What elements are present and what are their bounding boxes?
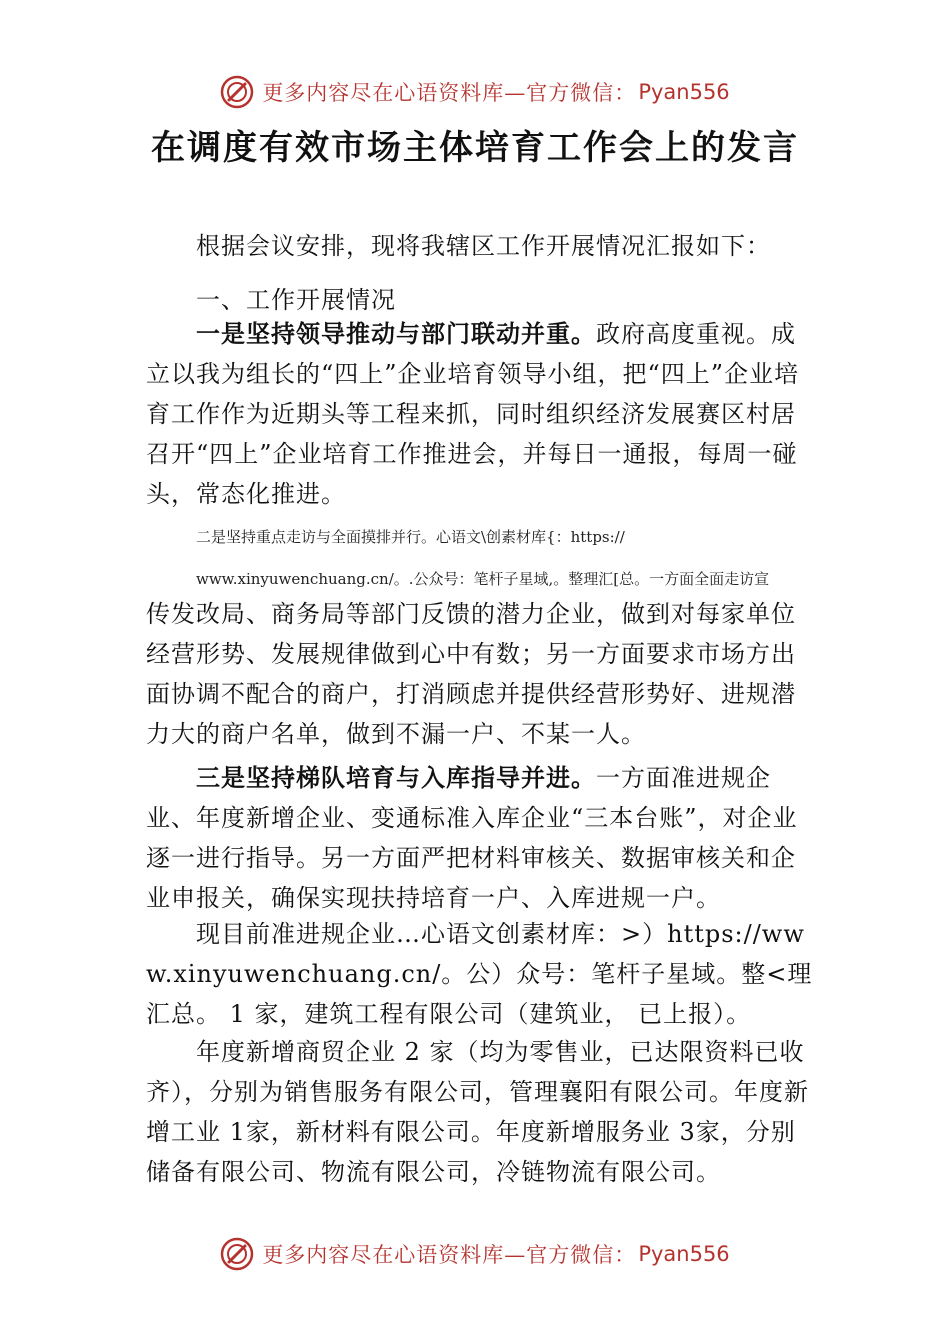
paragraph-1-text: 政府高度重视。成立以我为组长的“四上”企业培育领导小组，把“四上”企业培育工作作为近期头等工程来抓，同时组织经济发展赛区村居召开“四上”企业培育工作推进会，并每日一通报，每周一碰头，常态化推进。 bbox=[146, 320, 800, 508]
library-logo-icon bbox=[220, 1237, 254, 1271]
intro-paragraph: 根据会议安排，现将我辖区工作开展情况汇报如下： bbox=[196, 232, 771, 260]
section1-heading: 一、工作开展情况 bbox=[196, 286, 396, 314]
paragraph-1-lead: 一是坚持领导推动与部门联动并重。 bbox=[196, 320, 596, 348]
paragraph-5 bbox=[146, 1032, 814, 1192]
paragraph-3-lead: 三是坚持梯队培育与入库指导并进。 bbox=[196, 764, 596, 792]
paragraph-2-small-line-1: 二是坚持重点走访与全面摸排并行。心语文\创素材库{：https:// bbox=[196, 528, 625, 546]
paragraph-4-text: 现目前准进规企业…心语文创素材库：>）https://www.xinyuwenchuang.cn/。公）众号：笔杆子星域。整<理汇总。 1 家，建筑工程有限公司（建筑业， 已上报）。 bbox=[146, 920, 813, 1028]
watermark-text: 更多内容尽在心语资料库—官方微信： bbox=[262, 81, 637, 105]
library-logo-icon bbox=[220, 75, 254, 109]
paragraph-2-small-line-2: www.xinyuwenchuang.cn/。.公众号：笔杆子星域,。整理汇[总。一方面全面走访宣 bbox=[196, 570, 770, 588]
document-title: 在调度有效市场主体培育工作会上的发言 bbox=[151, 128, 799, 168]
watermark-wechat: Pyan556 bbox=[638, 80, 730, 104]
paragraph-4 bbox=[146, 914, 814, 1034]
watermark-text: 更多内容尽在心语资料库—官方微信： bbox=[262, 1243, 637, 1267]
watermark-banner-bottom bbox=[0, 1234, 950, 1274]
paragraph-2-text: 传发改局、商务局等部门反馈的潜力企业，做到对每家单位经营形势、发展规律做到心中有数；另一方面要求市场方出面协调不配合的商户，打消顾虑并提供经营形势好、进规潜力大的商户名单，做到不漏一户、不某一人。 bbox=[146, 600, 796, 748]
paragraph-3 bbox=[146, 758, 814, 918]
paragraph-2 bbox=[146, 594, 814, 754]
watermark-banner-top bbox=[0, 72, 950, 112]
paragraph-1 bbox=[146, 314, 814, 514]
watermark-wechat: Pyan556 bbox=[638, 1242, 730, 1266]
paragraph-5-text: 年度新增商贸企业 2 家（均为零售业，已达限资料已收齐），分别为销售服务有限公司，管理襄阳有限公司。年度新增工业 1家，新材料有限公司。年度新增服务业 3家，分别储备有限公司、物流有限公司，冷链物流有限公司。 bbox=[146, 1038, 809, 1186]
intro-block bbox=[146, 226, 814, 266]
paragraph-3-text: 一方面准进规企业、年度新增企业、变通标准入库企业“三本台账”，对企业逐一进行指导。另一方面严把材料审核关、数据审核关和企业申报关，确保实现扶持培育一户、入库进规一户。 bbox=[146, 764, 798, 912]
